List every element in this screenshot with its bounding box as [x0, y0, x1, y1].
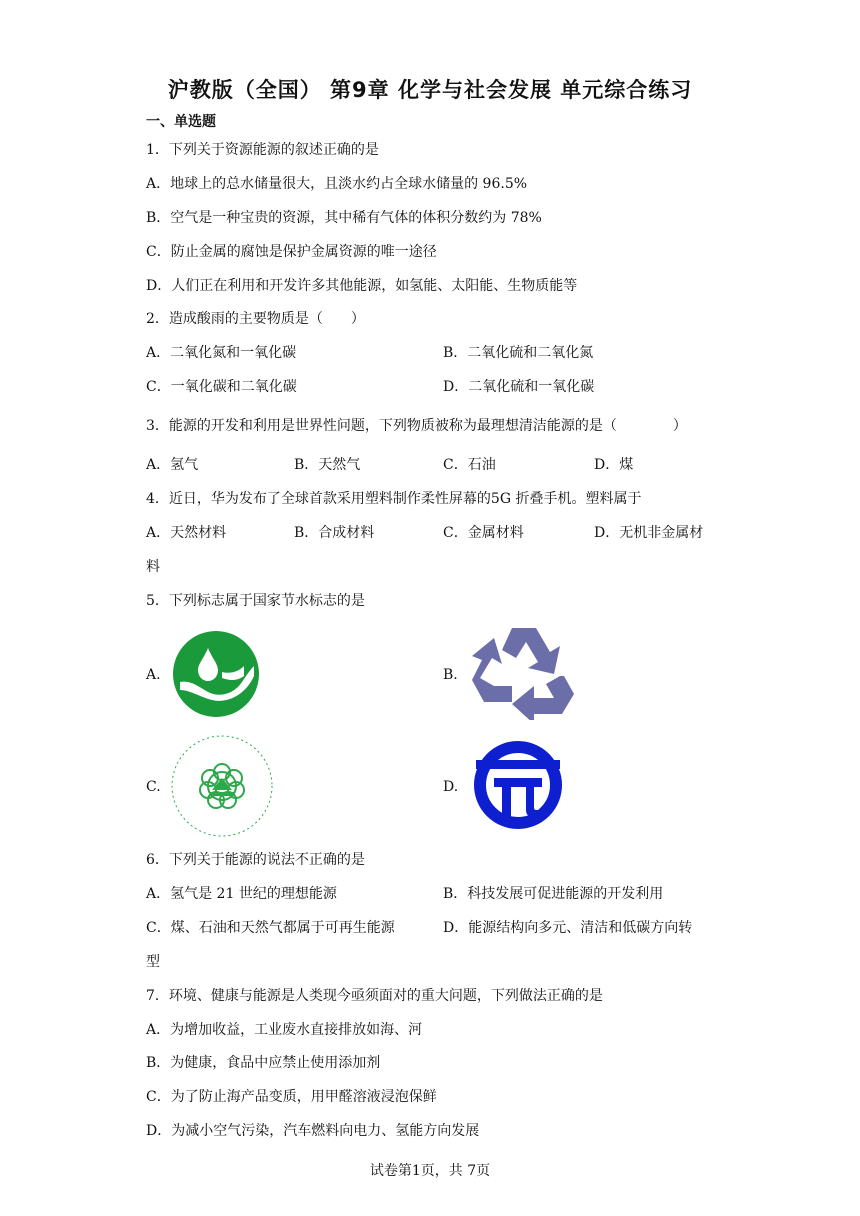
q3-option-d: D．煤 [594, 457, 634, 473]
q1-stem: 1．下列关于资源能源的叙述正确的是 [146, 142, 379, 158]
q3-option-b: B．天然气 [294, 457, 361, 473]
q7-option-d: D．为减小空气污染，汽车燃料向电力、氢能方向发展 [146, 1123, 480, 1139]
q1-option-a: A．地球上的总水储量很大，且淡水约占全球水储量的 96.5% [146, 176, 528, 192]
q6-stem: 6．下列关于能源的说法不正确的是 [146, 852, 365, 868]
q1-option-b: B．空气是一种宝贵的资源，其中稀有气体的体积分数约为 78% [146, 210, 542, 226]
q7-option-a: A．为增加收益，工业废水直接排放如海、河 [146, 1022, 423, 1038]
q1-option-d: D．人们正在利用和开发许多其他能源，如氢能、太阳能、生物质能等 [146, 278, 578, 294]
environmental-label-logo-icon [170, 734, 274, 838]
q7-option-b: B．为健康，食品中应禁止使用添加剂 [146, 1055, 381, 1071]
page-title: 沪教版（全国） 第9章 化学与社会发展 单元综合练习 [167, 78, 693, 102]
q5-option-a-label: A. [146, 667, 161, 683]
q6-option-d: D．能源结构向多元、清洁和低碳方向转 [443, 920, 693, 936]
q4-option-b: B．合成材料 [294, 525, 375, 541]
q2-option-a: A．二氧化氮和一氧化碳 [146, 345, 297, 361]
q2-stem: 2．造成酸雨的主要物质是（ ） [146, 311, 365, 327]
section-heading: 一、单选题 [146, 114, 216, 130]
q5-stem: 5．下列标志属于国家节水标志的是 [146, 593, 365, 609]
q7-option-c: C．为了防止海产品变质，用甲醛溶液浸泡保鲜 [146, 1089, 437, 1105]
water-saving-logo-icon [172, 630, 260, 718]
q7-stem: 7．环境、健康与能源是人类现今亟须面对的重大问题，下列做法正确的是 [146, 988, 603, 1004]
q5-option-b-label: B. [443, 667, 458, 683]
recycling-logo-icon [472, 624, 576, 720]
q6-option-a: A．氢气是 21 世纪的理想能源 [146, 886, 337, 902]
q6-option-d-continued: 型 [146, 954, 160, 970]
q2-option-d: D．二氧化硫和一氧化碳 [443, 379, 595, 395]
q1-option-c: C．防止金属的腐蚀是保护金属资源的唯一途径 [146, 244, 437, 260]
q6-option-b: B．科技发展可促进能源的开发利用 [443, 886, 664, 902]
q4-option-d-continued: 料 [146, 559, 160, 575]
q6-option-c: C．煤、石油和天然气都属于可再生能源 [146, 920, 395, 936]
q2-option-c: C．一氧化碳和二氧化碳 [146, 379, 297, 395]
q4-option-c: C．金属材料 [443, 525, 524, 541]
q3-stem: 3．能源的开发和利用是世界性问题，下列物质被称为最理想清洁能源的是（ ） [146, 418, 687, 434]
q3-option-c: C．石油 [443, 457, 496, 473]
q5-option-c-label: C. [146, 779, 161, 795]
q5-option-d-label: D. [443, 779, 459, 795]
q4-option-a: A．天然材料 [146, 525, 227, 541]
q4-stem: 4．近日，华为发布了全球首款采用塑料制作柔性屏幕的5G 折叠手机。塑料属于 [146, 491, 642, 507]
q2-option-b: B．二氧化硫和二氧化氮 [443, 345, 594, 361]
q4-option-d: D．无机非金属材 [594, 525, 704, 541]
blue-round-logo-icon [472, 738, 564, 832]
page-footer: 试卷第1页，共 7页 [369, 1163, 491, 1179]
q3-option-a: A．氢气 [146, 457, 199, 473]
